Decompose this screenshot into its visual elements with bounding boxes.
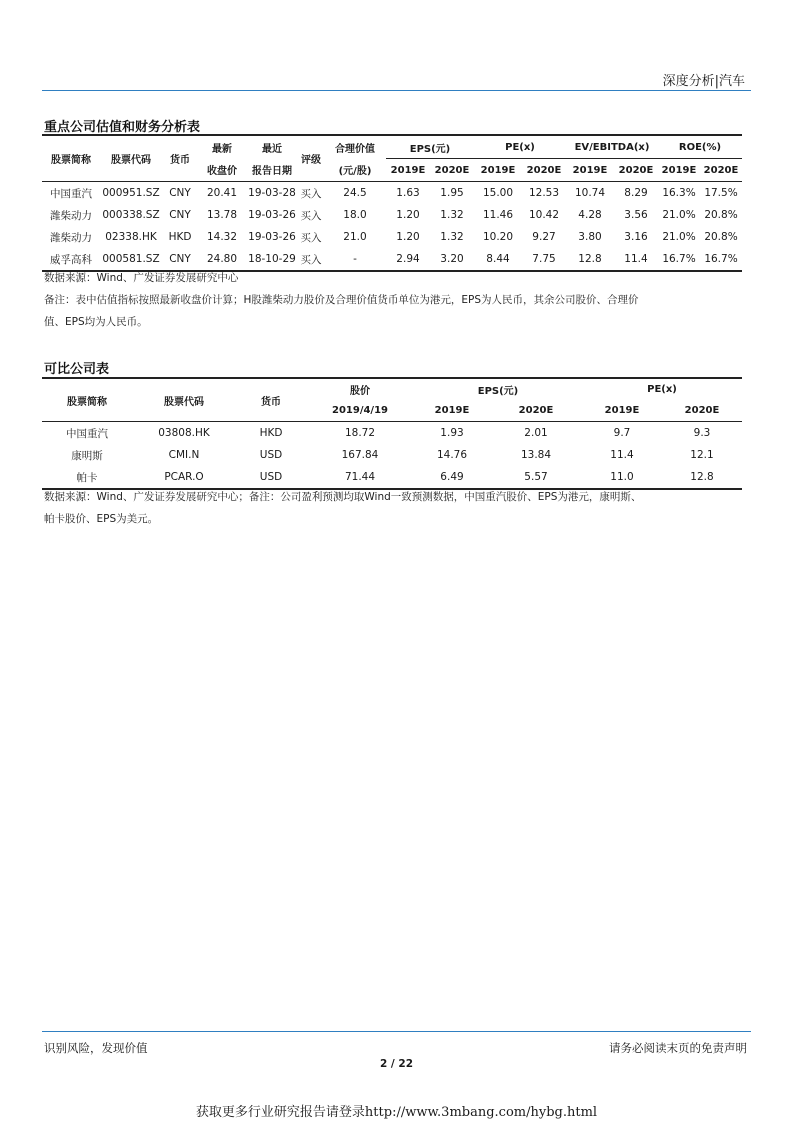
cell: 10.42 [528, 209, 560, 221]
cell: 13.78 [206, 209, 238, 221]
header-section-tag: 深度分析|汽车 [662, 74, 745, 89]
cell: 中国重汽 [66, 427, 108, 440]
th2-pe-2020: 2020E [662, 400, 742, 422]
th-ev: EV/EBITDA(x) [566, 135, 658, 159]
cell: 3.20 [430, 248, 474, 271]
cell: HKD [168, 231, 192, 243]
cell: 9.3 [693, 427, 711, 439]
cell: - [324, 248, 386, 271]
cell: USD [259, 449, 283, 461]
comparable-table [42, 377, 742, 490]
th-roe-2019: 2019E [658, 159, 700, 182]
cell: 9.7 [613, 427, 631, 439]
cell: 2.01 [524, 427, 548, 439]
cell: 1.93 [440, 427, 464, 439]
cell: 11.46 [482, 209, 514, 221]
th-ev-2019: 2019E [566, 159, 614, 182]
cell: 1.20 [396, 231, 420, 243]
th-recent-l1: 最近 [246, 135, 298, 159]
cell: 8.29 [624, 187, 648, 199]
cell: 14.32 [206, 231, 238, 243]
cell: 1.63 [396, 187, 420, 199]
cell: 19-03-26 [248, 209, 296, 221]
cell: 03808.HK [158, 427, 210, 439]
cell: 20.8% [704, 209, 738, 221]
cell: 71.44 [306, 466, 414, 489]
cell: 18.72 [344, 427, 376, 439]
cell: 威孚高科 [42, 248, 100, 271]
th-rating: 评级 [298, 135, 324, 182]
cell: CNY [169, 187, 191, 199]
cell: 000951.SZ [102, 187, 160, 199]
th2-eps-2019: 2019E [414, 400, 490, 422]
cell: 买入 [300, 187, 322, 200]
cell: 潍柴动力 [50, 209, 92, 222]
th2-name: 股票简称 [42, 378, 132, 422]
cell: 康明斯 [71, 449, 103, 462]
cell: 11.0 [582, 466, 662, 489]
cell: 15.00 [482, 187, 514, 199]
valuation-note-line1: 备注：表中估值指标按照最新收盘价计算；H股潍柴动力股价及合理价值货币单位为港元，EPS为人民币，其余公司股价、合理价 [44, 294, 639, 306]
cell: PCAR.O [132, 466, 236, 489]
th-recent-l2: 报告日期 [246, 159, 298, 182]
cell: 20.41 [206, 187, 238, 199]
th-eps-2019: 2019E [386, 159, 430, 182]
cell: 21.0% [662, 231, 696, 243]
cell: 3.80 [578, 231, 602, 243]
cell: 02338.HK [105, 231, 157, 243]
footer-promo-link[interactable]: 获取更多行业研究报告请登录http://www.3mbang.com/hybg.html [195, 1105, 598, 1120]
cell: 18.0 [343, 209, 367, 221]
valuation-table [42, 134, 742, 272]
table-row [42, 422, 742, 445]
th-eps-2020: 2020E [430, 159, 474, 182]
section2-title: 可比公司表 [44, 362, 110, 377]
cell: 中国重汽 [50, 187, 92, 200]
cell: 买入 [300, 231, 322, 244]
cell: 19-03-26 [248, 231, 296, 243]
cell: 5.57 [490, 466, 582, 489]
th-currency: 货币 [162, 135, 198, 182]
cell: 10.20 [482, 231, 514, 243]
cell: 1.95 [440, 187, 464, 199]
cell: 21.0 [343, 231, 367, 243]
cell: 16.7% [658, 248, 700, 271]
table-row [42, 226, 742, 248]
header-divider [42, 90, 751, 91]
cell: 14.76 [436, 449, 468, 461]
footer-slogan: 识别风险，发现价值 [44, 1041, 148, 1055]
cell: 2.94 [386, 248, 430, 271]
footer-disclaimer: 请务必阅读末页的免责声明 [609, 1041, 747, 1055]
cell: 12.1 [690, 449, 714, 461]
cell: 买入 [300, 209, 322, 222]
th2-pe: PE(x) [582, 378, 742, 400]
th-latest-l2: 收盘价 [198, 159, 246, 182]
table-row [42, 466, 742, 489]
cell: 24.5 [343, 187, 367, 199]
cell: 13.84 [520, 449, 552, 461]
th-name: 股票简称 [42, 135, 100, 182]
th2-price-date: 2019/4/19 [306, 400, 414, 422]
cell: 6.49 [414, 466, 490, 489]
valuation-note-line2: 值、EPS均为人民币。 [44, 316, 148, 328]
th-roe: ROE(%) [658, 135, 742, 159]
cell: 帕卡 [42, 466, 132, 489]
cell: USD [236, 466, 306, 489]
th-eps: EPS(元) [386, 135, 474, 159]
cell: 1.32 [440, 231, 464, 243]
cell: 7.75 [522, 248, 566, 271]
cell: 潍柴动力 [50, 231, 92, 244]
cell: 8.44 [474, 248, 522, 271]
cell: 12.8 [566, 248, 614, 271]
cell: 17.5% [704, 187, 738, 199]
cell: 3.56 [624, 209, 648, 221]
cell: 1.32 [440, 209, 464, 221]
cell: 4.28 [578, 209, 602, 221]
table-row [42, 182, 742, 205]
cell: 21.0% [662, 209, 696, 221]
cell: CNY [162, 248, 198, 271]
cell: 19-03-28 [248, 187, 296, 199]
table-row [42, 444, 742, 466]
cell: 12.8 [662, 466, 742, 489]
page-number: 2 / 22 [379, 1058, 414, 1070]
cell: 11.4 [610, 449, 634, 461]
footer-divider [42, 1031, 751, 1032]
table-row [42, 204, 742, 226]
cell: CMI.N [168, 449, 200, 461]
th2-eps: EPS(元) [414, 378, 582, 400]
cell: HKD [259, 427, 283, 439]
cell: 167.84 [341, 449, 379, 461]
th-latest-l1: 最新 [198, 135, 246, 159]
th-pe-2020: 2020E [522, 159, 566, 182]
cell: 24.80 [198, 248, 246, 271]
cell: CNY [169, 209, 191, 221]
cell: 9.27 [532, 231, 556, 243]
cell: 买入 [298, 248, 324, 271]
cell: 1.20 [396, 209, 420, 221]
th2-currency: 货币 [236, 378, 306, 422]
cell: 16.7% [700, 248, 742, 271]
th-pe: PE(x) [474, 135, 566, 159]
th-ev-2020: 2020E [614, 159, 658, 182]
th2-code: 股票代码 [132, 378, 236, 422]
cell: 20.8% [704, 231, 738, 243]
valuation-source: 数据来源：Wind、广发证券发展研究中心 [44, 272, 239, 284]
section1-title: 重点公司估值和财务分析表 [44, 120, 201, 135]
th-fair-l1: 合理价值 [324, 135, 386, 159]
th-fair-l2: (元/股) [324, 159, 386, 182]
th-roe-2020: 2020E [700, 159, 742, 182]
th-pe-2019: 2019E [474, 159, 522, 182]
cell: 000338.SZ [102, 209, 160, 221]
cell: 3.16 [624, 231, 648, 243]
cell: 000581.SZ [100, 248, 162, 271]
th2-pe-2019: 2019E [582, 400, 662, 422]
cell: 12.53 [528, 187, 560, 199]
cell: 10.74 [574, 187, 606, 199]
cell: 16.3% [662, 187, 696, 199]
cell: 11.4 [614, 248, 658, 271]
th-code: 股票代码 [100, 135, 162, 182]
cell: 18-10-29 [246, 248, 298, 271]
th2-price: 股价 [306, 378, 414, 400]
comparable-note-line1: 数据来源：Wind、广发证券发展研究中心；备注：公司盈利预测均取Wind一致预测数据，中国重汽股价、EPS为港元，康明斯、 [44, 491, 642, 503]
th2-eps-2020: 2020E [490, 400, 582, 422]
comparable-note-line2: 帕卡股价、EPS为美元。 [44, 513, 159, 525]
